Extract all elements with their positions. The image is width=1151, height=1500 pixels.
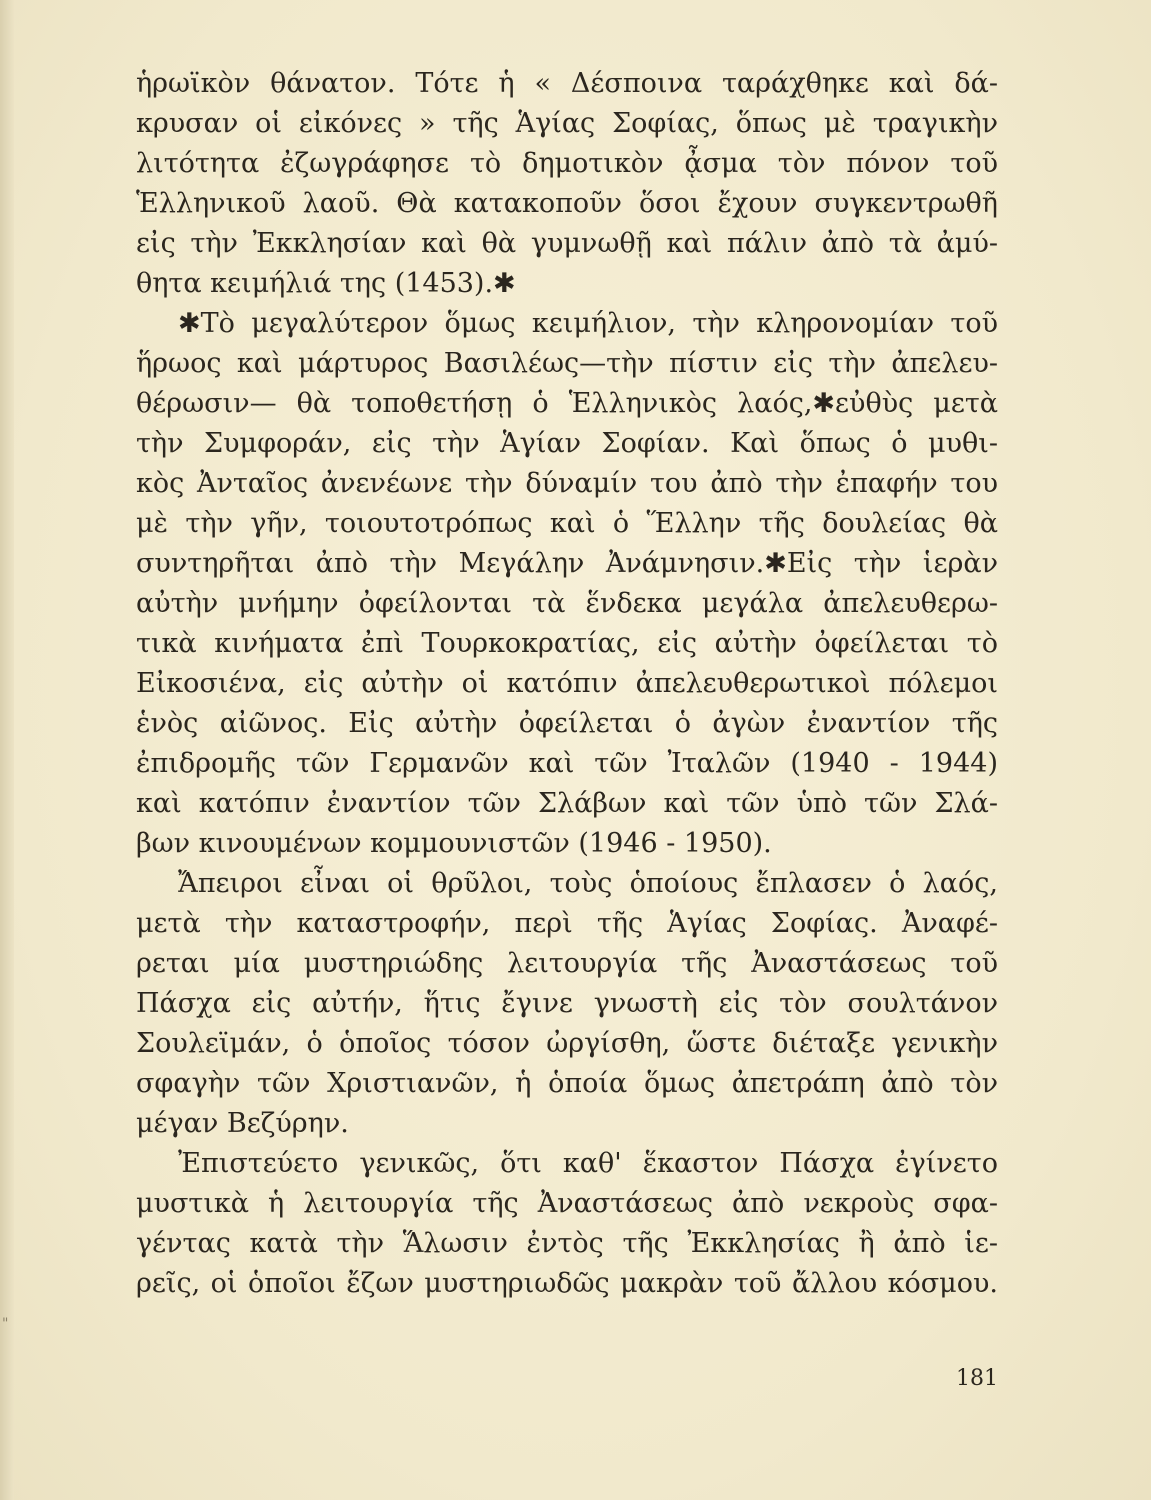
text-line: ρεῖς, οἱ ὁποῖοι ἔζων μυστηριωδῶς μακρὰν τοῦ ἄλλου κόσμου. [136, 1268, 998, 1299]
text-line: ἥρωος καὶ μάρτυρος Βασιλέως—τὴν πίστιν εἰς τὴν ἀπελευ- [136, 348, 998, 379]
text-line: αὐτὴν μνήμην ὀφείλονται τὰ ἕνδεκα μεγάλα ἀπελευθερω- [136, 588, 998, 619]
text-line: τὴν Συμφοράν, εἰς τὴν Ἁγίαν Σοφίαν. Καὶ ὅπως ὁ μυθι- [136, 428, 998, 459]
text-line: μετὰ τὴν καταστροφήν, περὶ τῆς Ἁγίας Σοφίας. Ἀναφέ- [136, 908, 998, 939]
text-line: Πάσχα εἰς αὐτήν, ἥτις ἔγινε γνωστὴ εἰς τὸν σουλτάνον [136, 988, 998, 1019]
paragraph-4 [136, 1144, 998, 1304]
page-number: 181 [956, 1366, 998, 1391]
text-line: Ἑλληνικοῦ λαοῦ. Θὰ κατακοποῦν ὅσοι ἔχουν συγκεντρωθῆ [136, 188, 998, 219]
text-line: μὲ τὴν γῆν, τοιουτοτρόπως καὶ ὁ Ἕλλην τῆς δουλείας θὰ [136, 508, 998, 539]
text-line: καὶ κατόπιν ἐναντίον τῶν Σλάβων καὶ τῶν ὑπὸ τῶν Σλά- [136, 788, 998, 819]
text-line: ἑνὸς αἰῶνος. Εἰς αὐτὴν ὀφείλεται ὁ ἀγὼν ἐναντίον τῆς [136, 708, 998, 739]
text-line: ἡρωϊκὸν θάνατον. Τότε ἡ « Δέσποινα ταράχθηκε καὶ δά- [136, 68, 998, 99]
text-line: συντηρῆται ἀπὸ τὴν Μεγάλην Ἀνάμνησιν.✱Εἰς τὴν ἱερὰν [136, 548, 998, 579]
text-line: μέγαν Βεζύρην. [136, 1108, 349, 1139]
text-line: Ἄπειροι εἶναι οἱ θρῦλοι, τοὺς ὁποίους ἔπλασεν ὁ λαός, [178, 868, 998, 899]
text-line: ἐπιδρομῆς τῶν Γερμανῶν καὶ τῶν Ἰταλῶν (1940 - 1944) [136, 748, 998, 779]
margin-mark: " [2, 1316, 9, 1332]
text-line: ✱Τὸ μεγαλύτερον ὅμως κειμήλιον, τὴν κληρονομίαν τοῦ [178, 308, 998, 339]
body-text [136, 64, 998, 1304]
paragraph-2 [136, 304, 998, 864]
text-line: θητα κειμήλιά της (1453).✱ [136, 268, 516, 299]
text-line: Εἰκοσιένα, εἰς αὐτὴν οἱ κατόπιν ἀπελευθερωτικοὶ πόλεμοι [136, 668, 998, 699]
text-line: θέρωσιν— θὰ τοποθετήσῃ ὁ Ἑλληνικὸς λαός,✱εὐθὺς μετὰ [136, 388, 998, 419]
text-line: κρυσαν οἱ εἰκόνες » τῆς Ἁγίας Σοφίας, ὅπως μὲ τραγικὴν [136, 108, 998, 139]
text-line: τικὰ κινήματα ἐπὶ Τουρκοκρατίας, εἰς αὐτὴν ὀφείλεται τὸ [136, 628, 998, 659]
text-line: βων κινουμένων κομμουνιστῶν (1946 - 1950). [136, 828, 772, 859]
text-line: ρεται μία μυστηριώδης λειτουργία τῆς Ἀναστάσεως τοῦ [136, 948, 998, 979]
text-line: εἰς τὴν Ἐκκλησίαν καὶ θὰ γυμνωθῇ καὶ πάλιν ἀπὸ τὰ ἀμύ- [136, 228, 998, 259]
text-line: λιτότητα ἐζωγράφησε τὸ δημοτικὸν ᾆσμα τὸν πόνον τοῦ [136, 148, 998, 179]
paragraph-1 [136, 64, 998, 304]
text-line: μυστικὰ ἡ λειτουργία τῆς Ἀναστάσεως ἀπὸ νεκροὺς σφα- [136, 1188, 998, 1219]
text-line: γέντας κατὰ τὴν Ἅλωσιν ἐντὸς τῆς Ἐκκλησίας ἢ ἀπὸ ἱε- [136, 1228, 998, 1259]
text-line: κὸς Ἀνταῖος ἀνενέωνε τὴν δύναμίν του ἀπὸ τὴν ἐπαφήν του [136, 468, 998, 499]
paragraph-3 [136, 864, 998, 1144]
page-binding-edge [0, 0, 14, 1500]
text-line: σφαγὴν τῶν Χριστιανῶν, ἡ ὁποία ὅμως ἀπετράπη ἀπὸ τὸν [136, 1068, 998, 1099]
text-line: Ἐπιστεύετο γενικῶς, ὅτι καθ' ἕκαστον Πάσχα ἐγίνετο [178, 1148, 998, 1179]
text-line: Σουλεϊμάν, ὁ ὁποῖος τόσον ὠργίσθη, ὥστε διέταξε γενικὴν [136, 1028, 998, 1059]
